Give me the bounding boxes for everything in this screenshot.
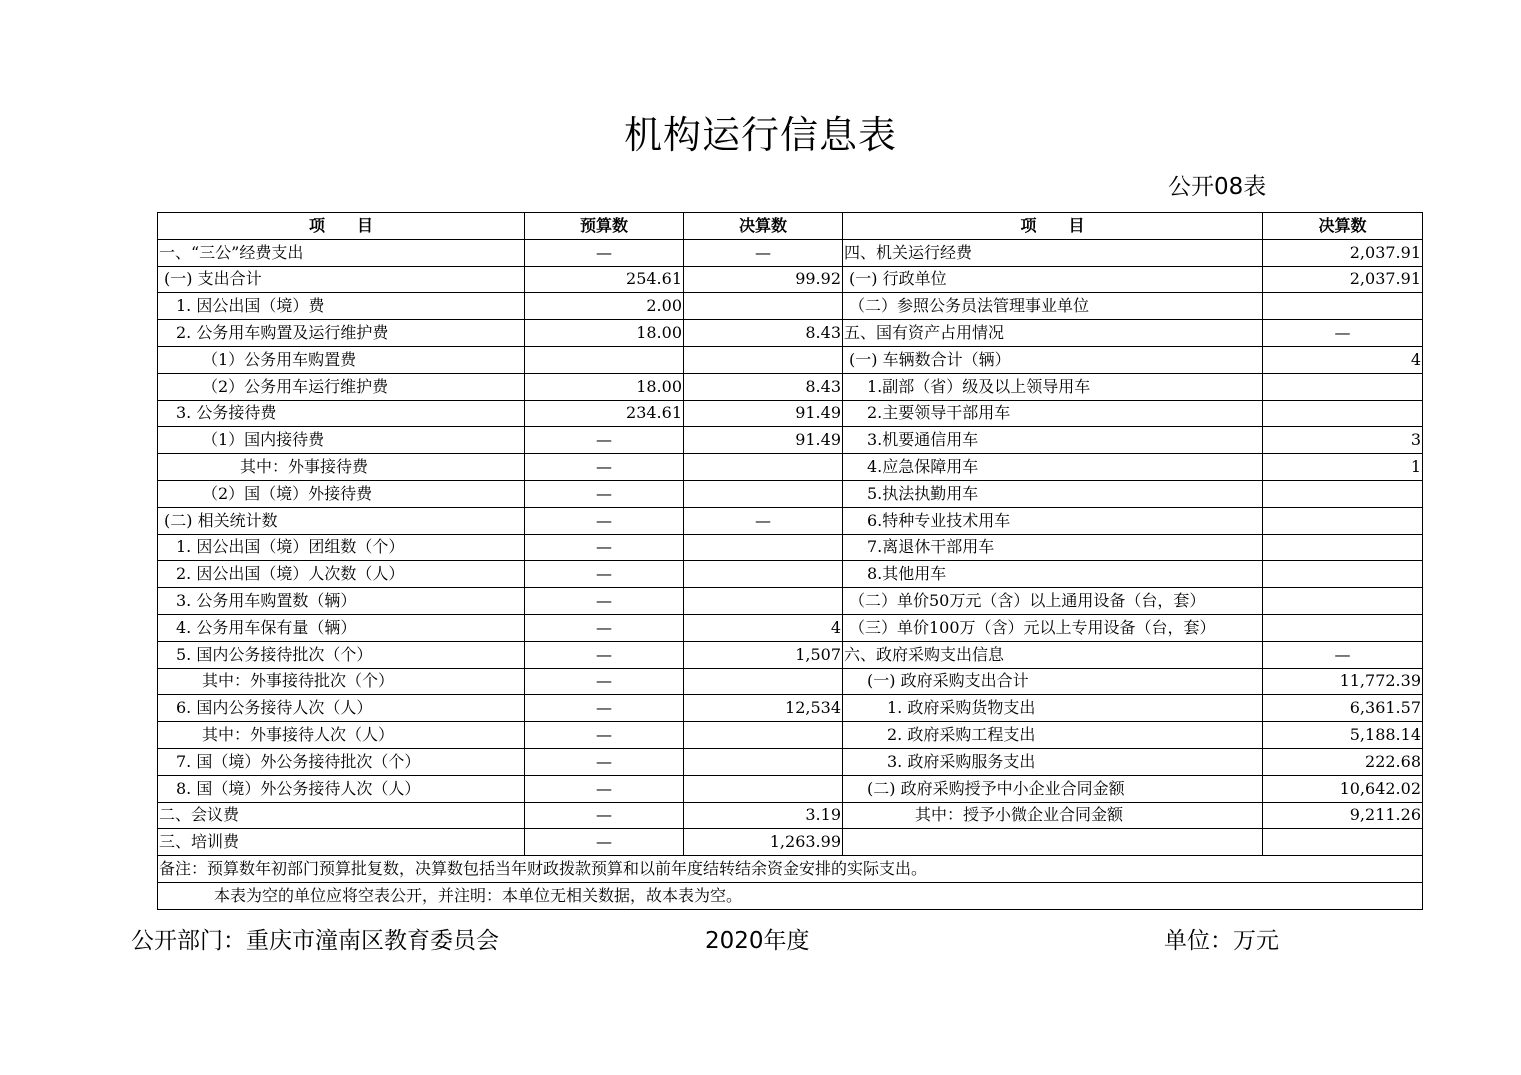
footer-department: 公开部门：重庆市潼南区教育委员会 [131, 928, 499, 954]
table-row [158, 534, 1423, 561]
row-final [684, 588, 843, 615]
footer-year: 2020年度 [705, 928, 810, 954]
row-item: （2）国（境）外接待费 [158, 480, 525, 507]
row-item-right: 1.副部（省）级及以上领导用车 [843, 373, 1263, 400]
row-item: （1）公务用车购置费 [158, 346, 525, 373]
row-final: 12,534 [684, 695, 843, 722]
row-item: 3. 公务用车购置数（辆） [158, 588, 525, 615]
row-item-right: 7.离退休干部用车 [843, 534, 1263, 561]
row-item-right: 六、政府采购支出信息 [843, 641, 1263, 668]
row-final-right [1263, 293, 1423, 320]
col-header-budget: 预算数 [525, 213, 684, 240]
table-row [158, 480, 1423, 507]
table-header-row [158, 213, 1423, 240]
row-item-right: (一) 行政单位 [843, 266, 1263, 293]
row-final-right [1263, 480, 1423, 507]
row-final [684, 668, 843, 695]
table-row [158, 829, 1423, 856]
row-item-right: 四、机关运行经费 [843, 239, 1263, 266]
row-item: 其中：外事接待人次（人） [158, 722, 525, 749]
row-final: 99.92 [684, 266, 843, 293]
row-item-right: 4.应急保障用车 [843, 454, 1263, 481]
table-row [158, 346, 1423, 373]
table-row [158, 454, 1423, 481]
row-final: 1,263.99 [684, 829, 843, 856]
row-item: 2. 因公出国（境）人次数（人） [158, 561, 525, 588]
row-item: 其中：外事接待批次（个） [158, 668, 525, 695]
row-final: — [684, 507, 843, 534]
row-item: （1）国内接待费 [158, 427, 525, 454]
table-row [158, 266, 1423, 293]
row-item-right: 2. 政府采购工程支出 [843, 722, 1263, 749]
row-budget: — [525, 695, 684, 722]
table-row [158, 802, 1423, 829]
row-item-right: 3.机要通信用车 [843, 427, 1263, 454]
row-final-right: 4 [1263, 346, 1423, 373]
row-final [684, 722, 843, 749]
row-final: 91.49 [684, 400, 843, 427]
row-final-right [1263, 829, 1423, 856]
col-header-item-right: 项 目 [843, 213, 1263, 240]
row-budget: — [525, 588, 684, 615]
footer-unit: 单位：万元 [1164, 928, 1279, 954]
row-final-right: 6,361.57 [1263, 695, 1423, 722]
row-budget: — [525, 614, 684, 641]
row-item: (二) 相关统计数 [158, 507, 525, 534]
row-budget: 18.00 [525, 373, 684, 400]
row-item: 6. 国内公务接待人次（人） [158, 695, 525, 722]
row-final-right: 2,037.91 [1263, 239, 1423, 266]
row-budget: — [525, 641, 684, 668]
row-item: (一) 支出合计 [158, 266, 525, 293]
row-final-right: 5,188.14 [1263, 722, 1423, 749]
row-final-right: 3 [1263, 427, 1423, 454]
row-final: 1,507 [684, 641, 843, 668]
row-final: 3.19 [684, 802, 843, 829]
row-item-right: 5.执法执勤用车 [843, 480, 1263, 507]
row-budget: — [525, 829, 684, 856]
row-final-right: — [1263, 641, 1423, 668]
row-item-right: (一) 车辆数合计（辆） [843, 346, 1263, 373]
row-budget: — [525, 722, 684, 749]
row-budget: 254.61 [525, 266, 684, 293]
row-final [684, 775, 843, 802]
table-row [158, 507, 1423, 534]
row-item: 1. 因公出国（境）团组数（个） [158, 534, 525, 561]
col-header-final-left: 决算数 [684, 213, 843, 240]
row-final [684, 561, 843, 588]
row-final-right [1263, 561, 1423, 588]
table-row [158, 293, 1423, 320]
page-title: 机构运行信息表 [623, 113, 897, 157]
note-row [158, 856, 1423, 883]
row-final: — [684, 239, 843, 266]
row-final: 4 [684, 614, 843, 641]
row-final-right [1263, 400, 1423, 427]
row-final-right [1263, 614, 1423, 641]
row-final-right: 10,642.02 [1263, 775, 1423, 802]
table-row [158, 775, 1423, 802]
col-header-item-left: 项 目 [158, 213, 525, 240]
info-table [157, 212, 1423, 910]
row-item-right: 6.特种专业技术用车 [843, 507, 1263, 534]
note-text-empty-table: 本表为空的单位应将空表公开，并注明：本单位无相关数据，故本表为空。 [158, 882, 1423, 909]
row-budget: — [525, 239, 684, 266]
table-row [158, 748, 1423, 775]
row-budget [525, 346, 684, 373]
row-item-right [843, 829, 1263, 856]
row-budget: 18.00 [525, 320, 684, 347]
row-budget: — [525, 802, 684, 829]
table-row [158, 695, 1423, 722]
table-row [158, 588, 1423, 615]
row-item: 5. 国内公务接待批次（个） [158, 641, 525, 668]
table-row [158, 373, 1423, 400]
row-final-right: 9,211.26 [1263, 802, 1423, 829]
row-final-right: 1 [1263, 454, 1423, 481]
row-item: 3. 公务接待费 [158, 400, 525, 427]
row-item-right: （二）单价50万元（含）以上通用设备（台，套） [843, 588, 1263, 615]
table-row [158, 614, 1423, 641]
row-budget: — [525, 534, 684, 561]
table-row [158, 400, 1423, 427]
row-item: 1. 因公出国（境）费 [158, 293, 525, 320]
row-item-right: 其中：授予小微企业合同金额 [843, 802, 1263, 829]
note-text: 备注：预算数年初部门预算批复数，决算数包括当年财政拨款预算和以前年度结转结余资金安排的实际支出。 [158, 856, 1423, 883]
table-row [158, 427, 1423, 454]
table-number: 公开08表 [1168, 174, 1267, 200]
row-item-right: （二）参照公务员法管理事业单位 [843, 293, 1263, 320]
row-budget: — [525, 775, 684, 802]
row-budget: — [525, 668, 684, 695]
row-final-right [1263, 588, 1423, 615]
table-row [158, 561, 1423, 588]
row-final [684, 346, 843, 373]
row-final [684, 748, 843, 775]
row-final-right [1263, 373, 1423, 400]
row-final-right: — [1263, 320, 1423, 347]
row-item-right: 五、国有资产占用情况 [843, 320, 1263, 347]
row-final-right: 222.68 [1263, 748, 1423, 775]
row-item-right: 1. 政府采购货物支出 [843, 695, 1263, 722]
row-budget: 234.61 [525, 400, 684, 427]
col-header-final-right: 决算数 [1263, 213, 1423, 240]
table-row [158, 239, 1423, 266]
row-item: 2. 公务用车购置及运行维护费 [158, 320, 525, 347]
row-final: 8.43 [684, 373, 843, 400]
note-row [158, 882, 1423, 909]
row-final [684, 534, 843, 561]
row-final [684, 480, 843, 507]
row-budget: — [525, 454, 684, 481]
table-row [158, 641, 1423, 668]
row-item-right: (一) 政府采购支出合计 [843, 668, 1263, 695]
row-final-right: 2,037.91 [1263, 266, 1423, 293]
row-final [684, 293, 843, 320]
row-final: 91.49 [684, 427, 843, 454]
row-budget: — [525, 480, 684, 507]
row-final-right [1263, 507, 1423, 534]
table-row [158, 320, 1423, 347]
row-budget: — [525, 748, 684, 775]
row-item-right: (二) 政府采购授予中小企业合同金额 [843, 775, 1263, 802]
row-final-right [1263, 534, 1423, 561]
row-budget: — [525, 507, 684, 534]
row-item: 二、会议费 [158, 802, 525, 829]
row-final [684, 454, 843, 481]
row-item: （2）公务用车运行维护费 [158, 373, 525, 400]
row-item: 其中：外事接待费 [158, 454, 525, 481]
row-item-right: 8.其他用车 [843, 561, 1263, 588]
row-item-right: 2.主要领导干部用车 [843, 400, 1263, 427]
row-final-right: 11,772.39 [1263, 668, 1423, 695]
row-item: 一、“三公”经费支出 [158, 239, 525, 266]
row-item: 三、培训费 [158, 829, 525, 856]
row-final: 8.43 [684, 320, 843, 347]
row-item: 8. 国（境）外公务接待人次（人） [158, 775, 525, 802]
row-budget: — [525, 427, 684, 454]
row-budget: — [525, 561, 684, 588]
row-item: 7. 国（境）外公务接待批次（个） [158, 748, 525, 775]
row-item: 4. 公务用车保有量（辆） [158, 614, 525, 641]
row-item-right: 3. 政府采购服务支出 [843, 748, 1263, 775]
table-row [158, 668, 1423, 695]
row-item-right: （三）单价100万（含）元以上专用设备（台，套） [843, 614, 1263, 641]
row-budget: 2.00 [525, 293, 684, 320]
table-row [158, 722, 1423, 749]
